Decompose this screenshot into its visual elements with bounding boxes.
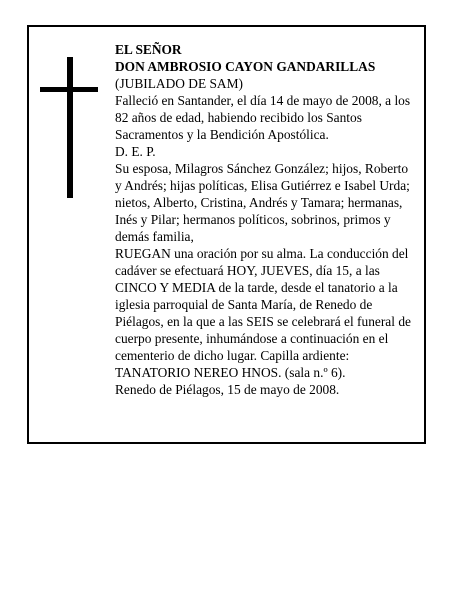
death-announcement: Falleció en Santander, el día 14 de mayo de 2008, a los 82 años de edad, habiendo recibido los Santos Sacramentos y la Bendición Apostólica.: [115, 93, 411, 142]
dep: D. E. P.: [115, 144, 156, 159]
place-date: Renedo de Piélagos, 15 de mayo de 2008.: [115, 382, 340, 397]
obituary-notice: [27, 25, 426, 444]
heading: EL SEÑOR: [115, 42, 182, 57]
cross-vertical-bar: [67, 57, 73, 198]
deceased-name: DON AMBROSIO CAYON GANDARILLAS: [115, 59, 376, 74]
cross-horizontal-bar: [40, 87, 98, 92]
funeral-request: RUEGAN una oración por su alma. La conducción del cadáver se efectuará HOY, JUEVES, día 15, a las CINCO Y MEDIA de la tarde, desde el tanatorio a la iglesia parroquial de Santa María, de Renedo de Piélagos, en la que a las SEIS se celebrará el funeral de cuerpo presente, inhumándose a continuación en el cementerio de dicho lugar. Capilla ardiente:: [115, 246, 411, 363]
venue: TANATORIO NEREO HNOS. (sala n.º 6).: [115, 365, 346, 380]
obituary-text: [115, 41, 417, 398]
family-list: Su esposa, Milagros Sánchez González; hijos, Roberto y Andrés; hijas políticas, Elisa Gutiérrez e Isabel Urda; nietos, Alberto, Cristina, Andrés y Tamara; hermanas, Inés y Pilar; hermanos políticos, sobrinos, primos y demás familia,: [115, 161, 410, 244]
subtitle: (JUBILADO DE SAM): [115, 76, 243, 91]
